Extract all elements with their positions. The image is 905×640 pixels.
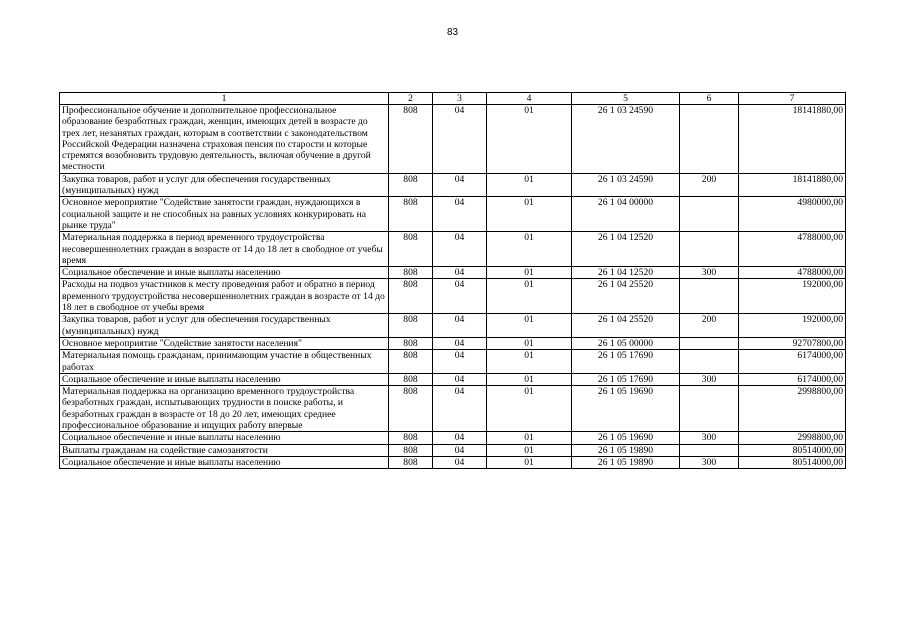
- column-header: 7: [739, 93, 846, 105]
- subsection-code: 01: [487, 197, 572, 232]
- target-article-code: 26 1 05 00000: [572, 337, 680, 349]
- subsection-code: 01: [487, 267, 572, 279]
- section-code: 04: [433, 267, 487, 279]
- subsection-code: 01: [487, 350, 572, 374]
- target-article-code: 26 1 03 24590: [572, 105, 680, 174]
- section-code: 04: [433, 337, 487, 349]
- amount: 6174000,00: [739, 373, 846, 385]
- table-row: [60, 279, 846, 314]
- subsection-code: 01: [487, 337, 572, 349]
- table-row: [60, 314, 846, 338]
- row-description: Основное мероприятие "Содействие занятости граждан, нуждающихся в социальной защите и не способных на равных условиях конкурировать на рынке труда": [60, 197, 389, 232]
- amount: 18141880,00: [739, 173, 846, 197]
- expense-type-code: 300: [680, 267, 739, 279]
- expense-type-code: [680, 279, 739, 314]
- column-header: 3: [433, 93, 487, 105]
- target-article-code: 26 1 04 25520: [572, 279, 680, 314]
- expense-type-code: [680, 444, 739, 456]
- page-number: 83: [446, 27, 459, 38]
- amount: 4788000,00: [739, 267, 846, 279]
- subsection-code: 01: [487, 173, 572, 197]
- admin-code: 808: [389, 197, 433, 232]
- subsection-code: 01: [487, 432, 572, 444]
- admin-code: 808: [389, 279, 433, 314]
- amount: 18141880,00: [739, 105, 846, 174]
- expense-type-code: 300: [680, 432, 739, 444]
- admin-code: 808: [389, 456, 433, 468]
- table-row: [60, 197, 846, 232]
- table-row: [60, 267, 846, 279]
- subsection-code: 01: [487, 373, 572, 385]
- expense-type-code: 200: [680, 173, 739, 197]
- column-header: 1: [60, 93, 389, 105]
- amount: 4980000,00: [739, 197, 846, 232]
- expense-type-code: [680, 197, 739, 232]
- subsection-code: 01: [487, 456, 572, 468]
- admin-code: 808: [389, 432, 433, 444]
- table-row: [60, 232, 846, 267]
- admin-code: 808: [389, 267, 433, 279]
- admin-code: 808: [389, 444, 433, 456]
- row-description: Материальная помощь гражданам, принимающим участие в общественных работах: [60, 350, 389, 374]
- amount: 192000,00: [739, 314, 846, 338]
- section-code: 04: [433, 444, 487, 456]
- row-description: Социальное обеспечение и иные выплаты населению: [60, 373, 389, 385]
- amount: 2998800,00: [739, 432, 846, 444]
- subsection-code: 01: [487, 232, 572, 267]
- expense-type-code: [680, 105, 739, 174]
- admin-code: 808: [389, 173, 433, 197]
- table-row: [60, 173, 846, 197]
- amount: 80514000,00: [739, 456, 846, 468]
- target-article-code: 26 1 05 17690: [572, 350, 680, 374]
- admin-code: 808: [389, 350, 433, 374]
- admin-code: 808: [389, 314, 433, 338]
- amount: 2998800,00: [739, 386, 846, 432]
- target-article-code: 26 1 05 17690: [572, 373, 680, 385]
- expense-type-code: [680, 337, 739, 349]
- column-header: 5: [572, 93, 680, 105]
- header-row: [60, 93, 846, 105]
- table-row: [60, 337, 846, 349]
- subsection-code: 01: [487, 105, 572, 174]
- table-body: [60, 105, 846, 469]
- row-description: Социальное обеспечение и иные выплаты населению: [60, 456, 389, 468]
- row-description: Материальная поддержка в период временного трудоустройства несовершеннолетних граждан в возрасте от 14 до 18 лет в свободное от учебы время: [60, 232, 389, 267]
- expense-type-code: 200: [680, 314, 739, 338]
- expense-type-code: 300: [680, 373, 739, 385]
- section-code: 04: [433, 373, 487, 385]
- row-description: Выплаты гражданам на содействие самозанятости: [60, 444, 389, 456]
- target-article-code: 26 1 05 19890: [572, 444, 680, 456]
- section-code: 04: [433, 197, 487, 232]
- budget-table: [59, 92, 846, 469]
- admin-code: 808: [389, 105, 433, 174]
- row-description: Закупка товаров, работ и услуг для обеспечения государственных (муниципальных) нужд: [60, 173, 389, 197]
- target-article-code: 26 1 04 12520: [572, 267, 680, 279]
- row-description: Социальное обеспечение и иные выплаты населению: [60, 432, 389, 444]
- row-description: Закупка товаров, работ и услуг для обеспечения государственных (муниципальных) нужд: [60, 314, 389, 338]
- amount: 92707800,00: [739, 337, 846, 349]
- section-code: 04: [433, 456, 487, 468]
- row-description: Материальная поддержка на организацию временного трудоустройства безработных граждан, испытывающих трудности в поиске работы, и безработных граждан в возрасте от 18 до 20 лет, имеющих среднее профессиональное образование и ищущих работу впервые: [60, 386, 389, 432]
- subsection-code: 01: [487, 444, 572, 456]
- column-header: 6: [680, 93, 739, 105]
- subsection-code: 01: [487, 279, 572, 314]
- section-code: 04: [433, 279, 487, 314]
- row-description: Расходы на подвоз участников к месту проведения работ и обратно в период временного трудоустройства несовершеннолетних граждан в возрасте от 14 до 18 лет в свободное от учебы время: [60, 279, 389, 314]
- row-description: Профессиональное обучение и дополнительное профессиональное образование безработных граждан, женщин, имеющих детей в возрасте до трех лет, незанятых граждан, которым в соответствии с законодательством Российской Федерации назначена страховая пенсия по старости и которые стремятся возобновить трудовую деятельность, включая обучение в другой местности: [60, 105, 389, 174]
- section-code: 04: [433, 232, 487, 267]
- subsection-code: 01: [487, 314, 572, 338]
- expense-type-code: [680, 386, 739, 432]
- admin-code: 808: [389, 386, 433, 432]
- column-header: 4: [487, 93, 572, 105]
- table-row: [60, 350, 846, 374]
- admin-code: 808: [389, 373, 433, 385]
- table-row: [60, 386, 846, 432]
- expense-type-code: [680, 232, 739, 267]
- target-article-code: 26 1 04 25520: [572, 314, 680, 338]
- section-code: 04: [433, 386, 487, 432]
- expense-type-code: 300: [680, 456, 739, 468]
- section-code: 04: [433, 105, 487, 174]
- target-article-code: 26 1 04 00000: [572, 197, 680, 232]
- table-row: [60, 373, 846, 385]
- subsection-code: 01: [487, 386, 572, 432]
- table-row: [60, 456, 846, 468]
- section-code: 04: [433, 173, 487, 197]
- amount: 192000,00: [739, 279, 846, 314]
- section-code: 04: [433, 432, 487, 444]
- expense-type-code: [680, 350, 739, 374]
- target-article-code: 26 1 05 19690: [572, 386, 680, 432]
- admin-code: 808: [389, 232, 433, 267]
- table-row: [60, 105, 846, 174]
- target-article-code: 26 1 03 24590: [572, 173, 680, 197]
- row-description: Социальное обеспечение и иные выплаты населению: [60, 267, 389, 279]
- row-description: Основное мероприятие "Содействие занятости населения": [60, 337, 389, 349]
- amount: 6174000,00: [739, 350, 846, 374]
- amount: 4788000,00: [739, 232, 846, 267]
- target-article-code: 26 1 04 12520: [572, 232, 680, 267]
- section-code: 04: [433, 314, 487, 338]
- section-code: 04: [433, 350, 487, 374]
- amount: 80514000,00: [739, 444, 846, 456]
- table-row: [60, 444, 846, 456]
- admin-code: 808: [389, 337, 433, 349]
- column-header: 2: [389, 93, 433, 105]
- target-article-code: 26 1 05 19890: [572, 456, 680, 468]
- target-article-code: 26 1 05 19690: [572, 432, 680, 444]
- table-row: [60, 432, 846, 444]
